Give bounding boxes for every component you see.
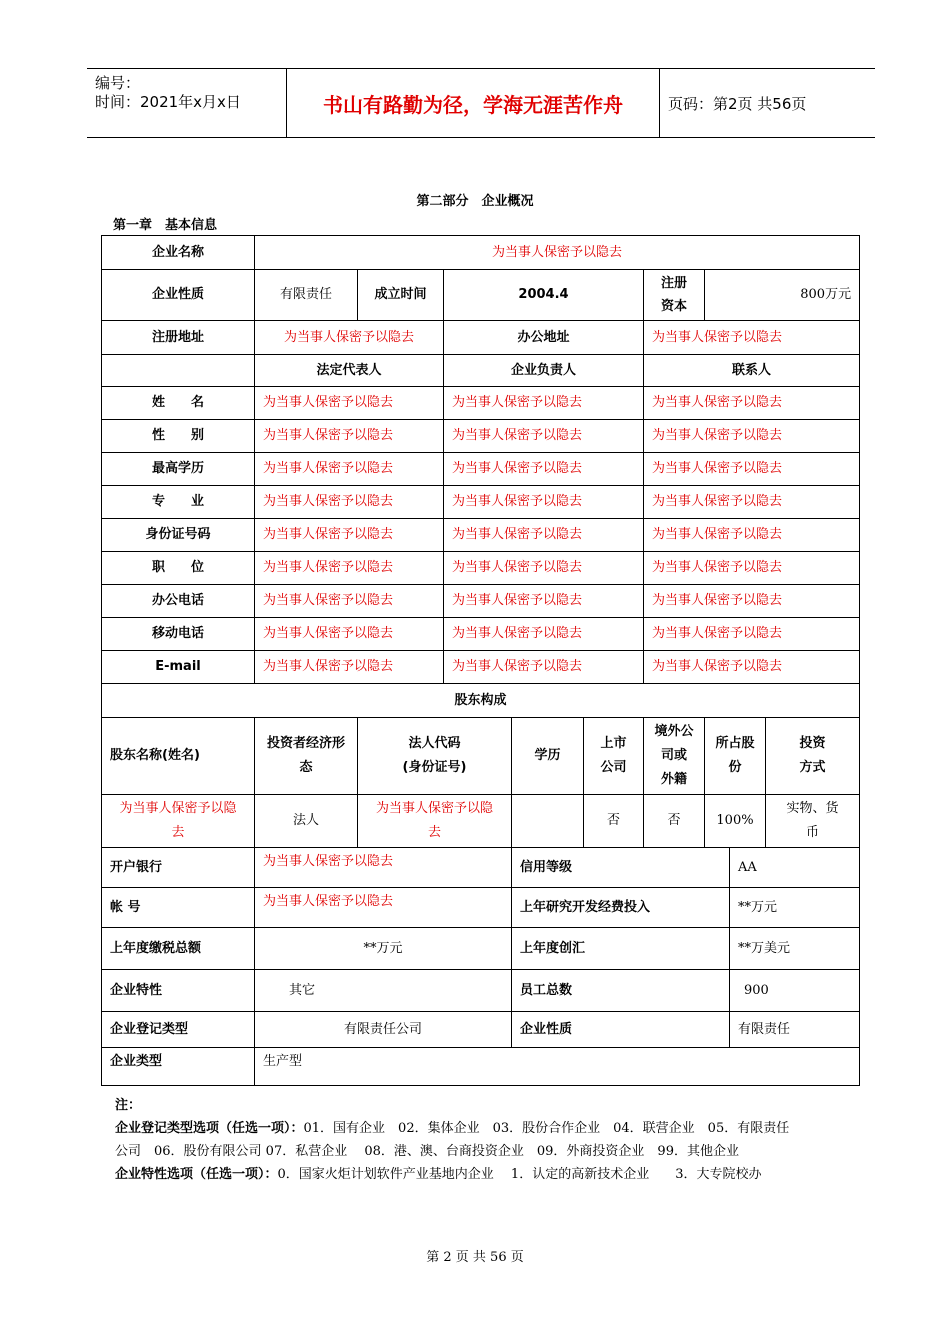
account-value: 为当事人保密予以隐去 [255,888,512,928]
number-label: 编号： [95,74,141,92]
people-row-label: 最高学历 [102,453,255,486]
notes-title: 注： [115,1098,142,1113]
tax-label: 上年度缴税总额 [102,928,255,970]
manager-cell: 为当事人保密予以隐去 [444,552,644,585]
sh-name-line2: 去 [171,825,185,840]
sh-share-line1: 所占股 [715,736,755,751]
type-value: 生产型 [255,1048,860,1086]
sh-share-line2: 份 [728,760,742,775]
sh-foreign-line2: 司或 [660,748,687,763]
sh-legal-code-line1-val: 为当事人保密予以隐 [375,801,493,816]
tax-value: **万元 [255,928,512,970]
part-title: 第二部分 企业概况 [416,194,534,209]
contact-cell: 为当事人保密予以隐去 [644,453,860,486]
contact-cell: 为当事人保密予以隐去 [644,420,860,453]
manager-cell: 为当事人保密予以隐去 [444,387,644,420]
people-row-label: 身份证号码 [102,519,255,552]
chapter-title: 第一章 基本信息 [113,218,218,233]
reg-type-note-heading: 企业登记类型选项（任选一项）： [115,1121,304,1136]
sh-share-header [705,718,766,795]
sh-legal-code-line2-val: 去 [427,825,441,840]
tax-row [102,928,860,970]
notes [115,1094,855,1186]
reg-type-note-text-2: 公司 06．股份有限公司 07．私营企业 08．港、澳、台商投资企业 09．外商投资企业 99．其他企业 [115,1144,739,1159]
sh-invest-line1-val: 实物、货 [786,801,839,816]
capital-label [644,270,705,321]
feature-note-text: 0．国家火炬计划软件产业基地内企业 1．认定的高新技术企业 3．大专院校办 [277,1167,762,1182]
reg-type-note [115,1117,855,1140]
bank-value: 为当事人保密予以隐去 [255,848,512,888]
manager-cell: 为当事人保密予以隐去 [444,486,644,519]
sh-share-cell: 100% [705,795,766,848]
sh-foreign-header [644,718,705,795]
people-row-label: E-mail [102,651,255,684]
manager-cell: 为当事人保密予以隐去 [444,420,644,453]
sh-education-header: 学历 [512,718,584,795]
office-address-value: 为当事人保密予以隐去 [644,321,860,355]
manager-cell: 为当事人保密予以隐去 [444,651,644,684]
legal-rep-cell: 为当事人保密予以隐去 [255,387,444,420]
header-motto: 书山有路勤为径，学海无涯苦作舟 [287,69,660,137]
sh-name-header: 股东名称(姓名) [102,718,255,795]
sh-listed-cell: 否 [584,795,644,848]
staff-value: 900 [730,970,860,1012]
legal-rep-cell: 为当事人保密予以隐去 [255,420,444,453]
people-row-label: 移动电话 [102,618,255,651]
shareholders-title-row [102,684,860,718]
company-name-value: 为当事人保密予以隐去 [255,236,860,270]
sh-legal-code-line1: 法人代码 [408,736,461,751]
sh-legal-code-line2: (身份证号) [402,760,467,775]
sh-listed-line1: 上市 [600,736,627,751]
rd-label: 上年研究开发经费投入 [512,888,730,928]
sh-name-cell [102,795,255,848]
contact-header: 联系人 [644,355,860,387]
people-row [102,486,860,519]
founded-label: 成立时间 [358,270,444,321]
sh-listed-header [584,718,644,795]
page-header [87,68,875,138]
account-label: 帐 号 [102,888,255,928]
reg-address-value: 为当事人保密予以隐去 [255,321,444,355]
people-row [102,453,860,486]
capital-value: 800万元 [705,270,860,321]
credit-value: AA [730,848,860,888]
credit-label: 信用等级 [512,848,730,888]
people-row [102,618,860,651]
sh-listed-line2: 公司 [600,760,627,775]
bank-row [102,848,860,888]
sh-foreign-cell: 否 [644,795,705,848]
contact-cell: 为当事人保密予以隐去 [644,519,860,552]
shareholders-header-row [102,718,860,795]
feature-note-heading: 企业特性选项（任选一项）： [115,1167,278,1182]
contact-cell: 为当事人保密予以隐去 [644,486,860,519]
people-row-label: 办公电话 [102,585,255,618]
manager-cell: 为当事人保密予以隐去 [444,453,644,486]
people-header-blank [102,355,255,387]
office-address-label: 办公地址 [444,321,644,355]
legal-rep-cell: 为当事人保密予以隐去 [255,552,444,585]
manager-cell: 为当事人保密予以隐去 [444,519,644,552]
contact-cell: 为当事人保密予以隐去 [644,387,860,420]
sh-invest-cell [766,795,860,848]
company-name-label: 企业名称 [102,236,255,270]
sh-investor-type-line1: 投资者经济形 [266,736,345,751]
people-header-row [102,355,860,387]
sh-foreign-line3: 外籍 [660,772,687,787]
manager-cell: 为当事人保密予以隐去 [444,618,644,651]
legal-rep-cell: 为当事人保密予以隐去 [255,651,444,684]
contact-cell: 为当事人保密予以隐去 [644,585,860,618]
sh-invest-line2-val: 币 [806,825,820,840]
nature-label: 企业性质 [102,270,255,321]
sh-investor-type-header [255,718,358,795]
manager-cell: 为当事人保密予以隐去 [444,585,644,618]
capital-label-line2: 资本 [660,299,687,314]
time-label: 时间：2021年x月x日 [95,93,241,111]
legal-rep-cell: 为当事人保密予以隐去 [255,519,444,552]
reg-type-value: 有限责任公司 [255,1012,512,1048]
people-row [102,420,860,453]
manager-header: 企业负责人 [444,355,644,387]
bank-label: 开户银行 [102,848,255,888]
type-row [102,1048,860,1086]
people-row [102,552,860,585]
legal-rep-cell: 为当事人保密予以隐去 [255,618,444,651]
sh-legal-code-header [358,718,512,795]
sh-invest-line1: 投资 [799,736,826,751]
sh-name-line1: 为当事人保密予以隐 [119,801,237,816]
header-meta [87,69,287,137]
staff-label: 员工总数 [512,970,730,1012]
people-row-label: 姓 名 [102,387,255,420]
account-row [102,888,860,928]
feature-label: 企业特性 [102,970,255,1012]
feature-row [102,970,860,1012]
nature2-value: 有限责任 [730,1012,860,1048]
nature-row [102,270,860,321]
type-label: 企业类型 [102,1048,255,1086]
feature-note [115,1163,855,1186]
sh-education-cell [512,795,584,848]
sh-foreign-line1: 境外公 [654,724,694,739]
header-page-info: 页码：第2页 共56页 [668,94,807,113]
legal-rep-cell: 为当事人保密予以隐去 [255,585,444,618]
legal-rep-cell: 为当事人保密予以隐去 [255,453,444,486]
reg-address-label: 注册地址 [102,321,255,355]
contact-cell: 为当事人保密予以隐去 [644,618,860,651]
founded-value: 2004.4 [444,270,644,321]
nature2-label: 企业性质 [512,1012,730,1048]
people-row [102,519,860,552]
company-name-row [102,236,860,270]
address-row [102,321,860,355]
sh-legal-code-cell [358,795,512,848]
people-row [102,585,860,618]
shareholders-title: 股东构成 [102,684,860,718]
legal-rep-cell: 为当事人保密予以隐去 [255,486,444,519]
sh-investor-type-line2: 态 [299,760,313,775]
sh-invest-header [766,718,860,795]
people-row [102,387,860,420]
people-row-label: 专 业 [102,486,255,519]
nature-value: 有限责任 [255,270,358,321]
people-row-label: 性 别 [102,420,255,453]
sh-investor-type-cell: 法人 [255,795,358,848]
fx-value: **万美元 [730,928,860,970]
page-footer: 第 2 页 共 56 页 [426,1250,524,1265]
rd-value: **万元 [730,888,860,928]
shareholder-row [102,795,860,848]
fx-label: 上年度创汇 [512,928,730,970]
reg-type-label: 企业登记类型 [102,1012,255,1048]
people-row [102,651,860,684]
reg-type-row [102,1012,860,1048]
contact-cell: 为当事人保密予以隐去 [644,651,860,684]
capital-label-line1: 注册 [660,276,687,291]
reg-type-note-text-1: 01．国有企业 02．集体企业 03．股份合作企业 04．联营企业 05．有限责任 [303,1121,790,1136]
feature-value: 其它 [255,970,512,1012]
people-row-label: 职 位 [102,552,255,585]
legal-rep-header: 法定代表人 [255,355,444,387]
basic-info-table [101,235,860,1086]
sh-invest-line2: 方式 [799,760,826,775]
contact-cell: 为当事人保密予以隐去 [644,552,860,585]
